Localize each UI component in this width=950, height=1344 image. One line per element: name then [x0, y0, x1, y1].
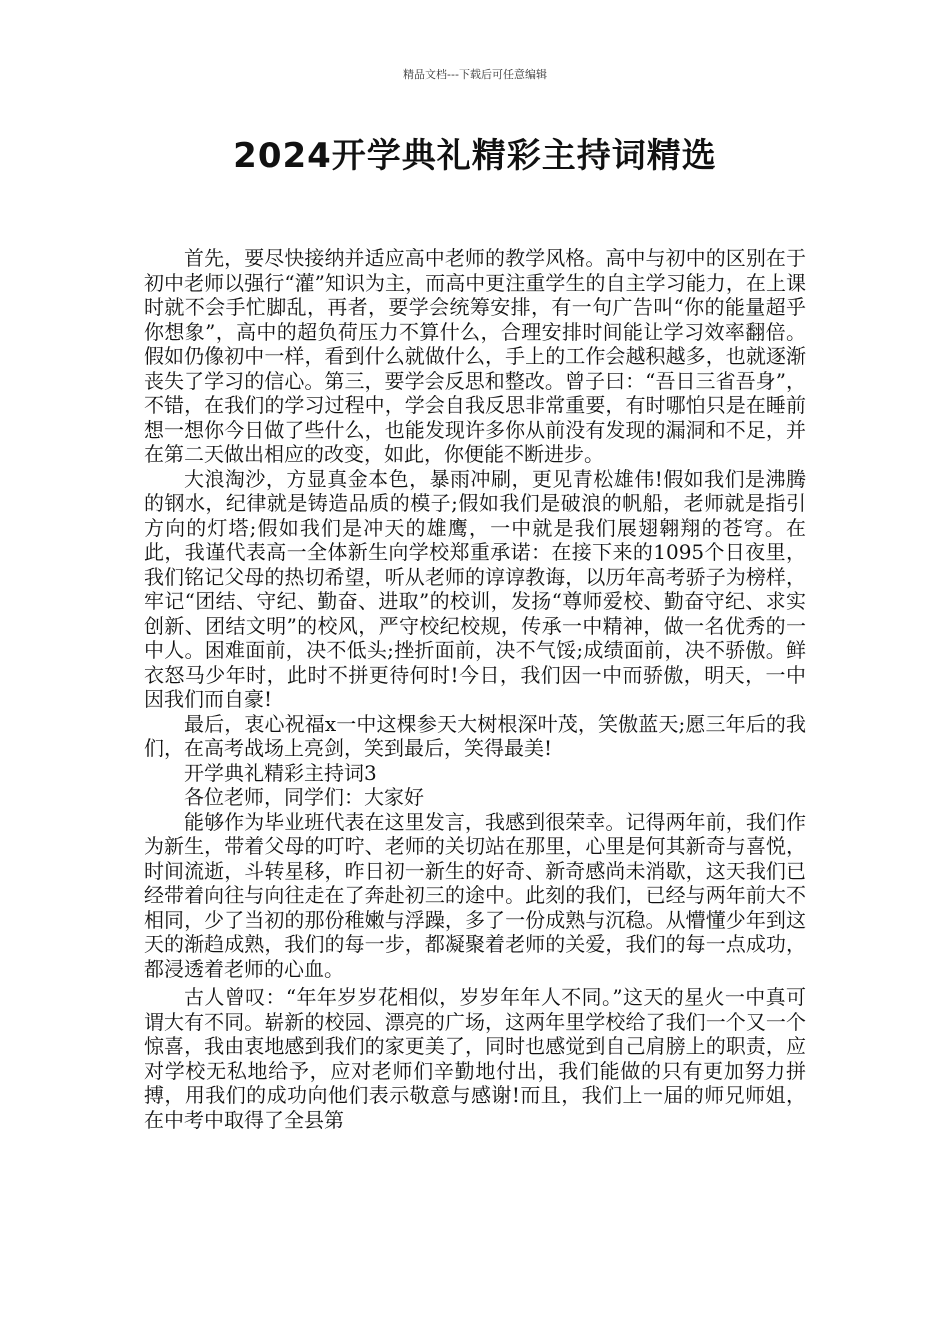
paragraph-closing-wish: 最后，衷心祝福x一中这棵参天大树根深叶茂，笑傲蓝天;愿三年后的我们，在高考战场上亮剑，笑到最后，笑得最美! — [144, 711, 806, 760]
paragraph-ancient-saying: 古人曾叹：“年年岁岁花相似，岁岁年年人不同。”这天的星火一中真可谓大有不同。崭新的校园、漂亮的广场，这两年里学校给了我们一个又一个惊喜，我由衷地感到我们的家更美了，同时也感觉到自己肩膀上的职责，应对学校无私地给予，应对老师们辛勤地付出，我们能做的只有更加努力拼搏，用我们的成功向他们表示敬意与感谢!而且，我们上一届的师兄师姐，在中考中取得了全县第 — [144, 985, 806, 1132]
paragraph-pledge: 大浪淘沙，方显真金本色，暴雨冲刷，更见青松雄伟!假如我们是沸腾的钢水，纪律就是铸造品质的模子;假如我们是破浪的帆船，老师就是指引方向的灯塔;假如我们是冲天的雄鹰，一中就是我们展翅翱翔的苍穹。在此，我谨代表高一全体新生向学校郑重承诺：在接下来的1095个日夜里，我们铭记父母的热切希望，听从老师的谆谆教诲，以历年高考骄子为榜样，牢记“团结、守纪、勤奋、进取”的校训，发扬“尊师爱校、勤奋守纪、求实创新、团结文明”的校风，严守校纪校规，传承一中精神，做一名优秀的一中人。困难面前，决不低头;挫折面前，决不气馁;成绩面前，决不骄傲。鲜衣怒马少年时，此时不拼更待何时!今日，我们因一中而骄傲，明天，一中因我们而自豪! — [144, 466, 806, 711]
header-note: 精品文档---下载后可任意编辑 — [403, 68, 547, 81]
paragraph-greeting: 各位老师，同学们：大家好 — [184, 785, 424, 809]
document-body — [144, 246, 806, 1132]
section-heading-speech-3: 开学典礼精彩主持词3 — [184, 760, 377, 785]
paragraph-study-advice: 首先，要尽快接纳并适应高中老师的教学风格。高中与初中的区别在于初中老师以强行“灌”知识为主，而高中更注重学生的自主学习能力，在上课时就不会手忙脚乱，再者，要学会统筹安排，有一句广告叫“你的能量超乎你想象”，高中的超负荷压力不算什么，合理安排时间能让学习效率翻倍。假如仍像初中一样，看到什么就做什么，手上的工作会越积越多，也就逐渐丧失了学习的信心。第三，要学会反思和整改。曾子曰：“吾日三省吾身”，不错，在我们的学习过程中，学会自我反思非常重要，有时哪怕只是在睡前想一想你今日做了些什么，也能发现许多你从前没有发现的漏洞和不足，并在第二天做出相应的改变，如此，你便能不断进步。 — [144, 246, 806, 466]
paragraph-graduating-speech: 能够作为毕业班代表在这里发言，我感到很荣幸。记得两年前，我们作为新生，带着父母的叮咛、老师的关切站在那里，心里是何其新奇与喜悦，时间流逝，斗转星移，昨日初一新生的好奇、新奇感尚未消歇，这天我们已经带着向往与向往走在了奔赴初三的途中。此刻的我们，已经与两年前大不相同，少了当初的那份稚嫩与浮躁，多了一份成熟与沉稳。从懵懂少年到这天的渐趋成熟，我们的每一步，都凝聚着老师的关爱，我们的每一点成功，都浸透着老师的心血。 — [144, 809, 806, 981]
document-title: 2024开学典礼精彩主持词精选 — [233, 136, 717, 176]
